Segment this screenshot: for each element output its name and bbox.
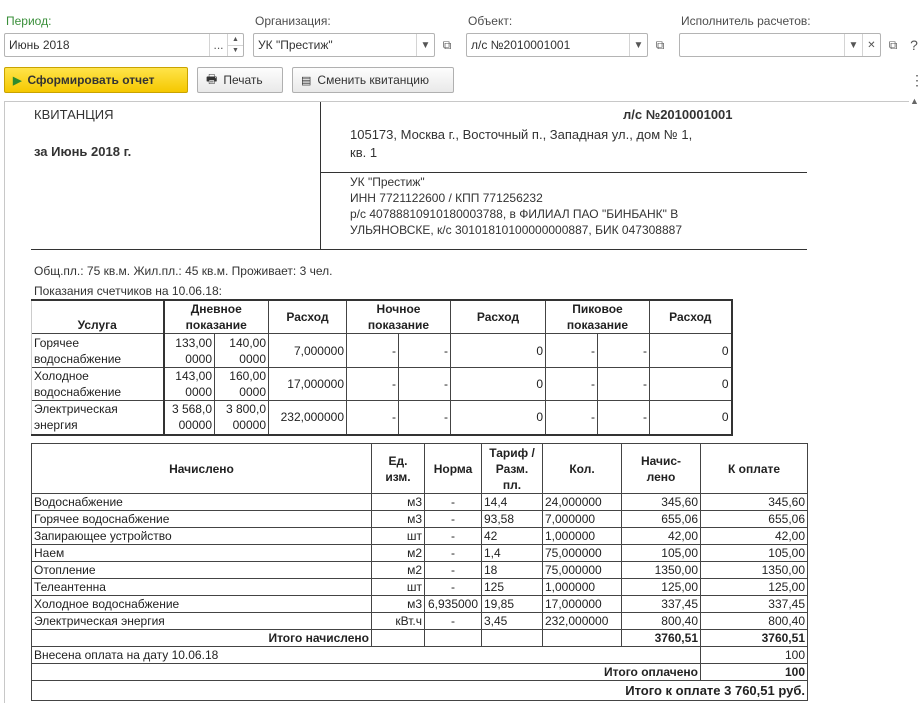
charge-charged: 655,06 <box>622 511 701 528</box>
executor-clear-icon[interactable]: ✕ <box>862 34 880 56</box>
paid-value: 100 <box>701 647 808 664</box>
change-receipt-button[interactable] <box>292 67 454 93</box>
address-line-1: 105173, Москва г., Восточный п., Западная ул., дом № 1, <box>350 127 693 142</box>
executor-dropdown-icon[interactable]: ▼ <box>844 34 862 56</box>
value-part-2: 0000 <box>185 385 212 399</box>
scroll-up-icon[interactable]: ▲ <box>910 96 919 106</box>
charge-unit: шт <box>372 528 425 545</box>
empty-cell <box>372 630 425 647</box>
charge-qty: 1,000000 <box>543 528 622 545</box>
charge-norm: - <box>425 494 482 511</box>
meter-service-line-1: Электрическая <box>34 402 118 417</box>
header-divider-bottom <box>31 249 807 250</box>
table-row <box>32 511 808 528</box>
value-part-1: 160,00 <box>229 369 266 383</box>
charge-pay: 655,06 <box>701 511 808 528</box>
report-sheet[interactable] <box>4 101 909 703</box>
charge-qty: 232,000000 <box>543 613 622 630</box>
meters-date: Показания счетчиков на 10.06.18: <box>34 284 222 298</box>
meter-peak-usage: 0 <box>650 401 732 435</box>
meters-header-peak: Пиковое показание <box>546 300 650 334</box>
spin-down-icon[interactable]: ▼ <box>228 45 243 57</box>
paid-label: Внесена оплата на дату 10.06.18 <box>32 647 701 664</box>
charge-charged: 42,00 <box>622 528 701 545</box>
charge-charged: 125,00 <box>622 579 701 596</box>
charge-qty: 24,000000 <box>543 494 622 511</box>
charge-unit: м2 <box>372 562 425 579</box>
final-total: Итого к оплате 3 760,51 руб. <box>32 681 808 701</box>
table-row <box>32 401 732 435</box>
meter-day-prev <box>164 334 215 368</box>
meter-peak-curr: - <box>598 368 650 401</box>
charge-pay: 1350,00 <box>701 562 808 579</box>
meters-header-night: Ночное показание <box>347 300 451 334</box>
charge-tariff: 42 <box>482 528 543 545</box>
organization-label: Организация: <box>255 14 331 28</box>
meter-day-prev <box>164 368 215 401</box>
meter-day-curr <box>215 334 269 368</box>
meter-service <box>32 401 164 435</box>
meter-night-prev: - <box>347 334 399 368</box>
area-info: Общ.пл.: 75 кв.м. Жил.пл.: 45 кв.м. Проживает: 3 чел. <box>34 264 333 278</box>
executor-open-icon[interactable]: ⧉ <box>888 37 898 52</box>
charge-tariff: 19,85 <box>482 596 543 613</box>
charge-name: Телеантенна <box>32 579 372 596</box>
value-part-2: 0000 <box>239 385 266 399</box>
header-line: Разм. <box>495 461 529 476</box>
organization-field[interactable] <box>253 33 435 57</box>
table-row <box>32 613 808 630</box>
generate-report-label: Сформировать отчет <box>27 73 155 87</box>
empty-cell <box>482 630 543 647</box>
value-part-2: 00000 <box>178 418 212 433</box>
meter-day-curr <box>215 401 269 435</box>
org-bank-line-2: УЛЬЯНОВСКЕ, к/с 30101810100000000887, БИК 047308887 <box>350 223 682 237</box>
meter-peak-prev: - <box>546 334 598 368</box>
meter-service-line-1: Горячее <box>34 335 80 350</box>
address-line-2: кв. 1 <box>350 145 378 160</box>
org-bank-line-1: р/с 40788810910180003788, в ФИЛИАЛ ПАО "БИНБАНК" В <box>350 207 679 221</box>
meters-header-day: Дневное показание <box>164 300 269 334</box>
value-part-1: 133,00 <box>175 335 212 350</box>
header-line: Тариф / <box>489 445 535 460</box>
meter-night-usage: 0 <box>451 368 546 401</box>
meter-peak-curr: - <box>598 334 650 368</box>
period-value[interactable]: Июнь 2018 <box>9 38 70 52</box>
table-row <box>32 562 808 579</box>
organization-open-icon[interactable]: ⧉ <box>442 37 452 52</box>
charge-charged: 337,45 <box>622 596 701 613</box>
meter-service-line-2: водоснабжение <box>34 385 122 399</box>
charge-norm: - <box>425 528 482 545</box>
account-number: л/с №2010001001 <box>623 107 733 122</box>
charges-header-name: Начислено <box>32 444 372 494</box>
charge-norm: - <box>425 511 482 528</box>
charge-unit: шт <box>372 579 425 596</box>
empty-cell <box>543 630 622 647</box>
executor-value[interactable] <box>680 34 844 56</box>
executor-field[interactable] <box>679 33 881 57</box>
paid-total-label: Итого оплачено <box>32 664 701 681</box>
meter-service-line-1: Холодное <box>34 369 89 383</box>
print-label: Печать <box>223 73 263 87</box>
header-line: Ед. <box>388 453 408 468</box>
receipt-title: КВИТАНЦИЯ <box>34 107 114 122</box>
value-part-2: 0000 <box>185 351 212 366</box>
meter-peak-usage: 0 <box>650 368 732 401</box>
charge-norm: - <box>425 545 482 562</box>
total-charged-row <box>32 630 808 647</box>
executor-label: Исполнитель расчетов: <box>681 14 811 28</box>
meter-service-line-2: энергия <box>34 418 78 433</box>
period-select-button[interactable]: ... <box>209 34 227 56</box>
printer-icon: 🖶 <box>206 71 218 86</box>
meter-service-line-2: водоснабжение <box>34 351 122 366</box>
charge-charged: 105,00 <box>622 545 701 562</box>
print-button[interactable] <box>197 67 283 93</box>
period-spinner[interactable] <box>227 34 243 56</box>
meter-peak-curr: - <box>598 401 650 435</box>
meter-peak-prev: - <box>546 368 598 401</box>
charge-norm: - <box>425 613 482 630</box>
charge-name: Водоснабжение <box>32 494 372 511</box>
charge-pay: 800,40 <box>701 613 808 630</box>
charge-qty: 7,000000 <box>543 511 622 528</box>
meters-header-day-usage: Расход <box>269 300 347 334</box>
total-charged-value: 3760,51 <box>622 630 701 647</box>
table-row <box>32 579 808 596</box>
header-divider-vertical <box>320 102 321 249</box>
meters-header-peak-usage: Расход <box>650 300 732 334</box>
charge-tariff: 18 <box>482 562 543 579</box>
value-part-1: 3 800,0 <box>225 402 266 417</box>
charge-unit: м3 <box>372 511 425 528</box>
value-part-2: 0000 <box>239 351 266 366</box>
change-receipt-label: Сменить квитанцию <box>317 73 429 87</box>
spin-up-icon[interactable]: ▲ <box>232 35 239 43</box>
charge-pay: 125,00 <box>701 579 808 596</box>
meter-night-curr: - <box>399 401 451 435</box>
charges-header-charged <box>622 444 701 494</box>
value-part-1: 3 568,0 <box>171 402 212 417</box>
meter-day-usage: 232,000000 <box>269 401 347 435</box>
meter-night-curr: - <box>399 368 451 401</box>
meter-night-usage: 0 <box>451 334 546 368</box>
charge-qty: 1,000000 <box>543 579 622 596</box>
paid-total-row <box>32 664 808 681</box>
meter-service <box>32 334 164 368</box>
value-part-1: 140,00 <box>229 335 266 350</box>
charge-pay: 337,45 <box>701 596 808 613</box>
charge-name: Горячее водоснабжение <box>32 511 372 528</box>
meter-peak-usage: 0 <box>650 334 732 368</box>
generate-report-button[interactable] <box>4 67 188 93</box>
meter-night-curr: - <box>399 334 451 368</box>
table-row <box>32 368 732 401</box>
table-row <box>32 334 732 368</box>
play-icon: ▶ <box>13 74 22 87</box>
document-icon: ▤ <box>301 74 312 87</box>
charge-unit: м3 <box>372 494 425 511</box>
meter-day-prev <box>164 401 215 435</box>
charge-pay: 42,00 <box>701 528 808 545</box>
table-row <box>32 494 808 511</box>
table-row <box>32 528 808 545</box>
charge-qty: 75,000000 <box>543 545 622 562</box>
period-label: Период: <box>6 14 52 28</box>
period-field[interactable] <box>4 33 244 57</box>
charge-name: Запирающее устройство <box>32 528 372 545</box>
charge-unit: м3 <box>372 596 425 613</box>
charges-table <box>31 443 808 701</box>
receipt-period: за Июнь 2018 г. <box>34 144 132 159</box>
charge-unit: м2 <box>372 545 425 562</box>
more-menu-icon[interactable]: ⋮ <box>910 71 924 88</box>
meter-night-prev: - <box>347 401 399 435</box>
empty-cell <box>425 630 482 647</box>
charge-charged: 800,40 <box>622 613 701 630</box>
meter-peak-prev: - <box>546 401 598 435</box>
final-row <box>32 681 808 701</box>
meter-day-usage: 7,000000 <box>269 334 347 368</box>
charges-header-qty: Кол. <box>543 444 622 494</box>
table-row <box>32 596 808 613</box>
object-dropdown-icon[interactable]: ▼ <box>629 34 647 56</box>
meter-night-prev: - <box>347 368 399 401</box>
paid-row <box>32 647 808 664</box>
header-line: пл. <box>502 477 522 492</box>
charge-name: Отопление <box>32 562 372 579</box>
charge-qty: 75,000000 <box>543 562 622 579</box>
org-name: УК "Престиж" <box>350 175 425 189</box>
total-charged-label: Итого начислено <box>32 630 372 647</box>
charge-pay: 105,00 <box>701 545 808 562</box>
charge-norm: 6,935000 <box>425 596 482 613</box>
meters-header-night-usage: Расход <box>451 300 546 334</box>
help-icon[interactable]: ? <box>910 37 918 53</box>
header-line: лено <box>646 469 676 484</box>
charge-qty: 17,000000 <box>543 596 622 613</box>
object-label: Объект: <box>468 14 513 28</box>
charge-tariff: 93,58 <box>482 511 543 528</box>
organization-value[interactable]: УК "Престиж" <box>258 38 333 52</box>
meter-day-curr <box>215 368 269 401</box>
org-inn: ИНН 7721122600 / КПП 771256232 <box>350 191 543 205</box>
table-row <box>32 545 808 562</box>
charge-tariff: 1,4 <box>482 545 543 562</box>
charge-norm: - <box>425 579 482 596</box>
header-divider-middle <box>320 172 807 173</box>
charges-header-topay: К оплате <box>701 444 808 494</box>
charge-tariff: 125 <box>482 579 543 596</box>
object-value[interactable]: л/с №2010001001 <box>471 38 571 52</box>
charge-tariff: 3,45 <box>482 613 543 630</box>
charge-charged: 1350,00 <box>622 562 701 579</box>
header-line: изм. <box>385 469 411 484</box>
organization-dropdown-icon[interactable]: ▼ <box>416 34 434 56</box>
meter-night-usage: 0 <box>451 401 546 435</box>
charge-name: Наем <box>32 545 372 562</box>
meters-header-service: Услуга <box>32 300 164 334</box>
value-part-2: 00000 <box>232 418 266 433</box>
paid-total-value: 100 <box>701 664 808 681</box>
charges-header-unit <box>372 444 425 494</box>
charges-header-tariff <box>482 444 543 494</box>
meters-table <box>31 299 733 436</box>
meter-service <box>32 368 164 401</box>
charges-header-norm: Норма <box>425 444 482 494</box>
charge-norm: - <box>425 562 482 579</box>
meter-day-usage: 17,000000 <box>269 368 347 401</box>
total-pay-value: 3760,51 <box>701 630 808 647</box>
charge-charged: 345,60 <box>622 494 701 511</box>
charge-pay: 345,60 <box>701 494 808 511</box>
value-part-1: 143,00 <box>175 369 212 383</box>
charge-tariff: 14,4 <box>482 494 543 511</box>
charge-name: Холодное водоснабжение <box>32 596 372 613</box>
header-line: Начис- <box>640 453 682 468</box>
charge-name: Электрическая энергия <box>32 613 372 630</box>
charge-unit: кВт.ч <box>372 613 425 630</box>
object-field[interactable] <box>466 33 648 57</box>
object-open-icon[interactable]: ⧉ <box>655 37 665 52</box>
